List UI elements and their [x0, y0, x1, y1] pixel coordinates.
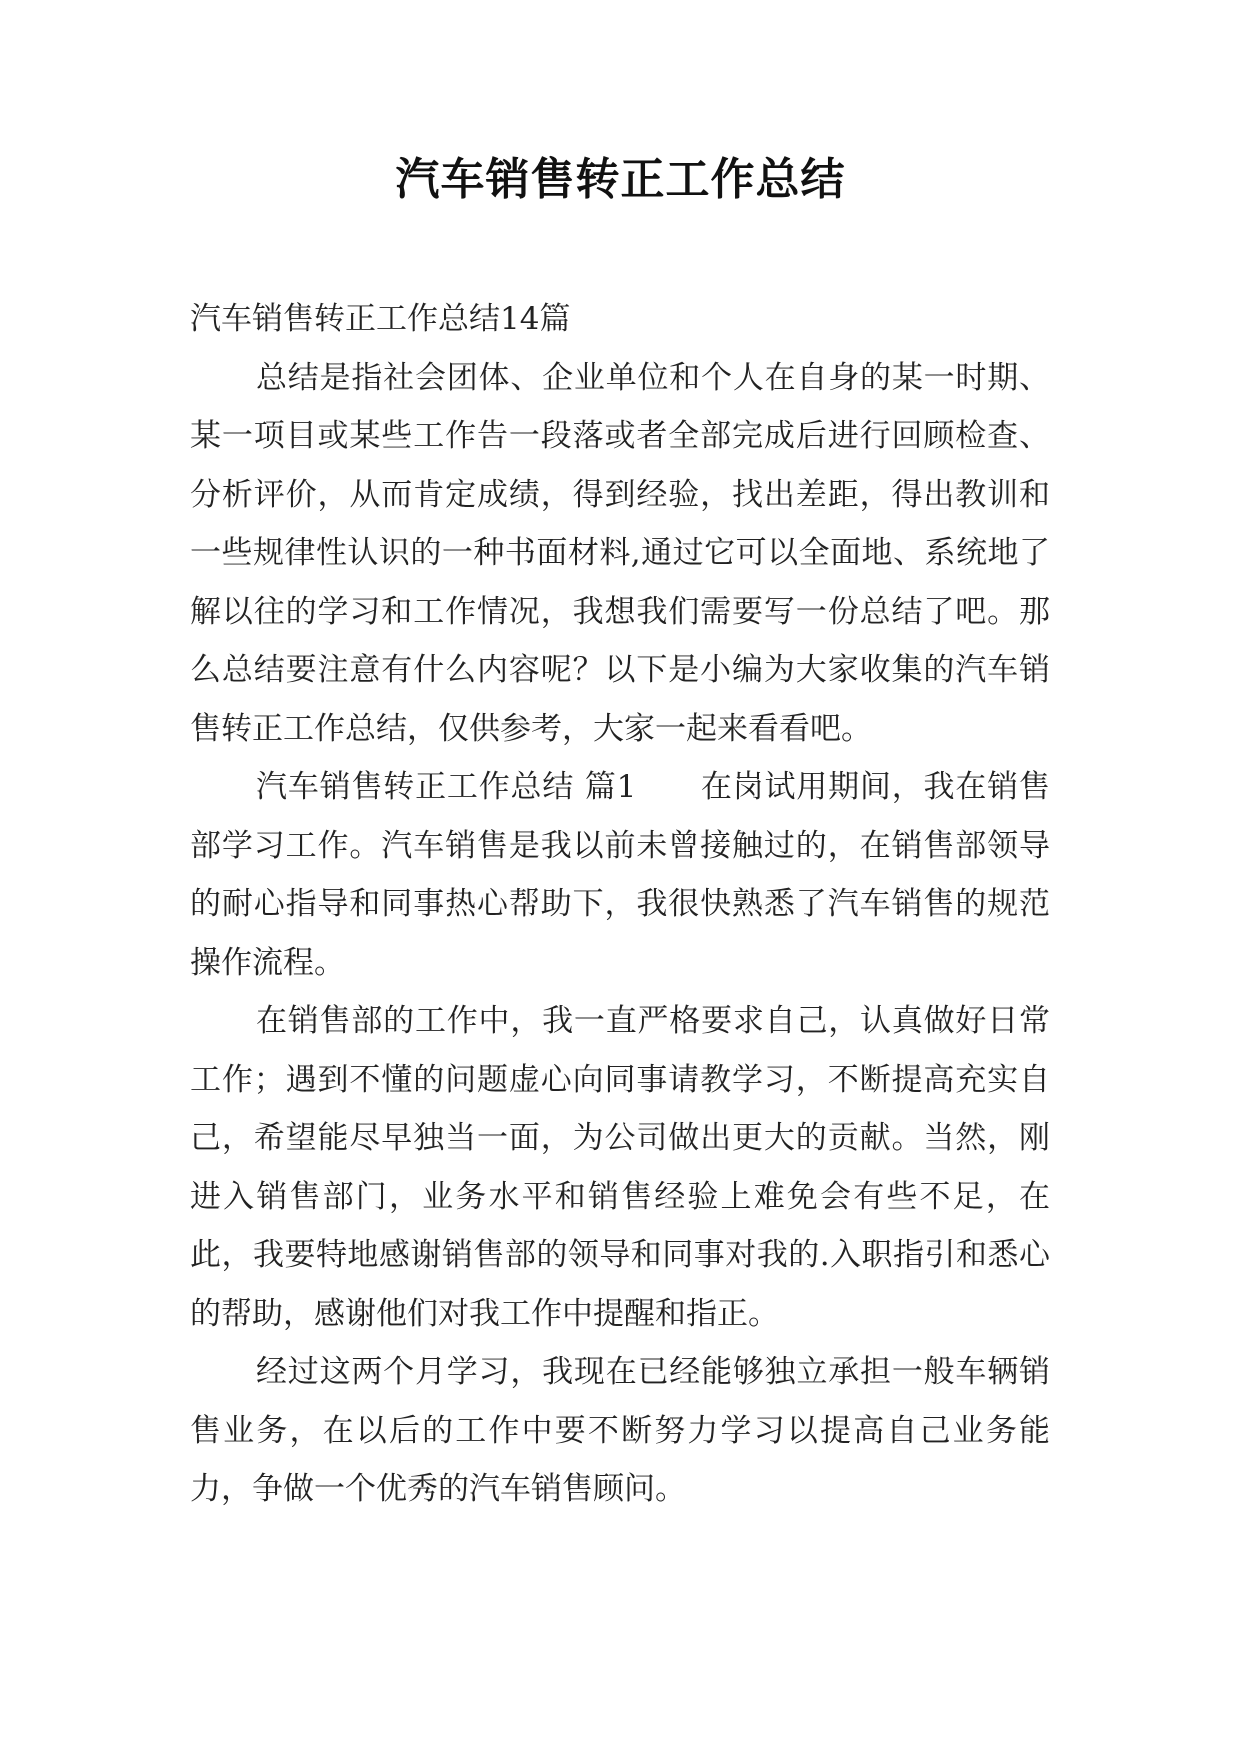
document-body: [190, 290, 1050, 1519]
paragraph-conclusion: 经过这两个月学习，我现在已经能够独立承担一般车辆销售业务，在以后的工作中要不断努力学习以提高自己业务能力，争做一个优秀的汽车销售顾问。: [190, 1354, 1050, 1507]
paragraph-intro: 总结是指社会团体、企业单位和个人在自身的某一时期、某一项目或某些工作告一段落或者全部完成后进行回顾检查、分析评价，从而肯定成绩，得到经验，找出差距，得出教训和一些规律性认识的一种书面材料,通过它可以全面地、系统地了解以往的学习和工作情况，我想我们需要写一份总结了吧。那么总结要注意有什么内容呢？以下是小编为大家收集的汽车销售转正工作总结，仅供参考，大家一起来看看吧。: [190, 359, 1050, 747]
paragraph-section-1: 汽车销售转正工作总结 篇1 在岗试用期间，我在销售部学习工作。汽车销售是我以前未曾接触过的，在销售部领导的耐心指导和同事热心帮助下，我很快熟悉了汽车销售的规范操作流程。: [190, 769, 1050, 981]
paragraph-work-attitude: 在销售部的工作中，我一直严格要求自己，认真做好日常工作；遇到不懂的问题虚心向同事请教学习，不断提高充实自己，希望能尽早独当一面，为公司做出更大的贡献。当然，刚进入销售部门，业务水平和销售经验上难免会有些不足，在此，我要特地感谢销售部的领导和同事对我的.入职指引和悉心的帮助，感谢他们对我工作中提醒和指正。: [190, 1003, 1050, 1332]
document-subtitle: 汽车销售转正工作总结14篇: [190, 301, 571, 337]
document-title: 汽车销售转正工作总结: [395, 154, 846, 205]
